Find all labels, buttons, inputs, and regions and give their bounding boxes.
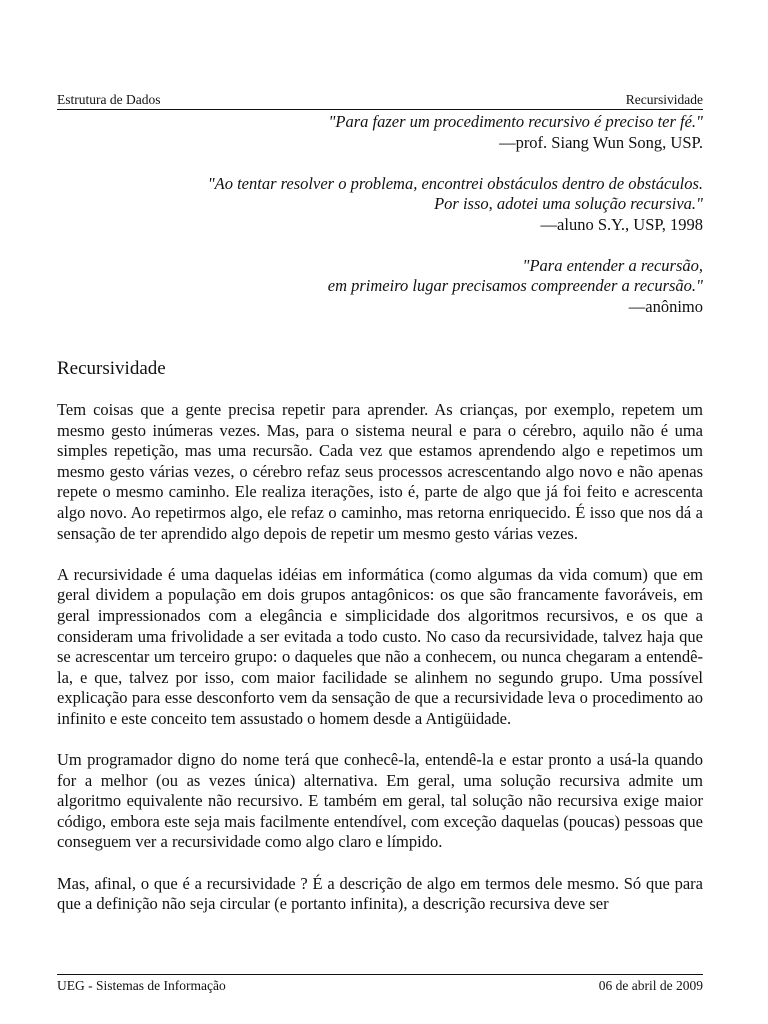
section-title: Recursividade — [57, 358, 166, 379]
epigraph-2 — [57, 174, 703, 236]
page-footer — [57, 978, 703, 996]
header-rule — [57, 109, 703, 110]
paragraph-2: A recursividade é uma daquelas idéias em informática (como algumas da vida comum) que em geral dividem a população em dois grupos antagônicos: os que são francamente favoráveis, em geral impressionados com a elegância e simplicidade dos algoritmos recursivos, e os que a consideram uma frivolidade a ser evitada a todo custo. No caso da recursividade, talvez haja que se acrescentar um terceiro grupo: o daqueles que não a conhecem, ou nunca chegaram a entendê-la, e que, talvez por isso, com maior facilidade se alinhem no segundo grupo. Uma possível explicação para esse desconforto vem da sensação de que a recursividade leva o procedimento ao infinito e este conceito tem assustado o homem desde a Antigüidade. — [57, 564, 703, 728]
paragraph-1: Tem coisas que a gente precisa repetir para aprender. As crianças, por exemplo, repetem um mesmo gesto inúmeras vezes. Mas, para o sistema neural e para o cérebro, aquilo não é uma simples repetição, mas uma recursão. Cada vez que estamos aprendendo algo e repetimos um mesmo gesto várias vezes, o cérebro refaz seus processos acrescentando algo novo e não apenas repete o mesmo caminho. Ele realiza iterações, isto é, parte de algo que já foi feito e acrescenta algo novo. Ao repetirmos algo, ele refaz o caminho, mas retorna enriquecido. É isso que nos dá a sensação de ter aprendido algo depois de repetir um mesmo gesto várias vezes. — [57, 400, 703, 543]
paragraph-3: Um programador digno do nome terá que conhecê-la, entendê-la e estar pronto a usá-la quando for a melhor (ou as vezes única) alternativa. Em geral, uma solução recursiva admite um algoritmo equivalente não recursivo. E também em geral, tal solução não recursiva exige maior código, embora este seja mais facilmente entendível, com exceção daquelas (poucas) pessoas que conseguem ver a recursividade como algo claro e límpido. — [57, 750, 703, 852]
header-topic: Recursividade — [625, 92, 703, 107]
epigraph-3-author: —anônimo — [628, 296, 703, 316]
paragraph-4: Mas, afinal, o que é a recursividade ? É a descrição de algo em termos dele mesmo. Só que para que a definição não seja circular (e portanto infinita), a descrição recursiva deve ser — [57, 873, 703, 914]
epigraph-3-line-2: em primeiro lugar precisamos compreender a recursão." — [327, 276, 703, 295]
header-course-title: Estrutura de Dados — [57, 92, 161, 107]
footer-rule — [57, 974, 703, 975]
epigraphs — [57, 112, 703, 317]
page-header — [57, 90, 703, 108]
footer-institution: UEG - Sistemas de Informação — [57, 978, 226, 993]
epigraph-3 — [57, 256, 703, 318]
epigraph-2-line-1: "Ao tentar resolver o problema, encontrei obstáculos dentro de obstáculos. — [207, 173, 703, 193]
epigraph-2-author: —aluno S.Y., USP, 1998 — [540, 214, 703, 234]
epigraph-1-author: —prof. Siang Wun Song, USP. — [499, 132, 703, 152]
epigraph-3-line-1: "Para entender a recursão, — [522, 255, 703, 275]
body-text — [57, 400, 703, 935]
epigraph-1-line-1: "Para fazer um procedimento recursivo é preciso ter fé." — [328, 112, 703, 131]
footer-date: 06 de abril de 2009 — [598, 978, 703, 993]
epigraph-1 — [57, 112, 703, 153]
epigraph-2-line-2: Por isso, adotei uma solução recursiva." — [434, 194, 703, 213]
